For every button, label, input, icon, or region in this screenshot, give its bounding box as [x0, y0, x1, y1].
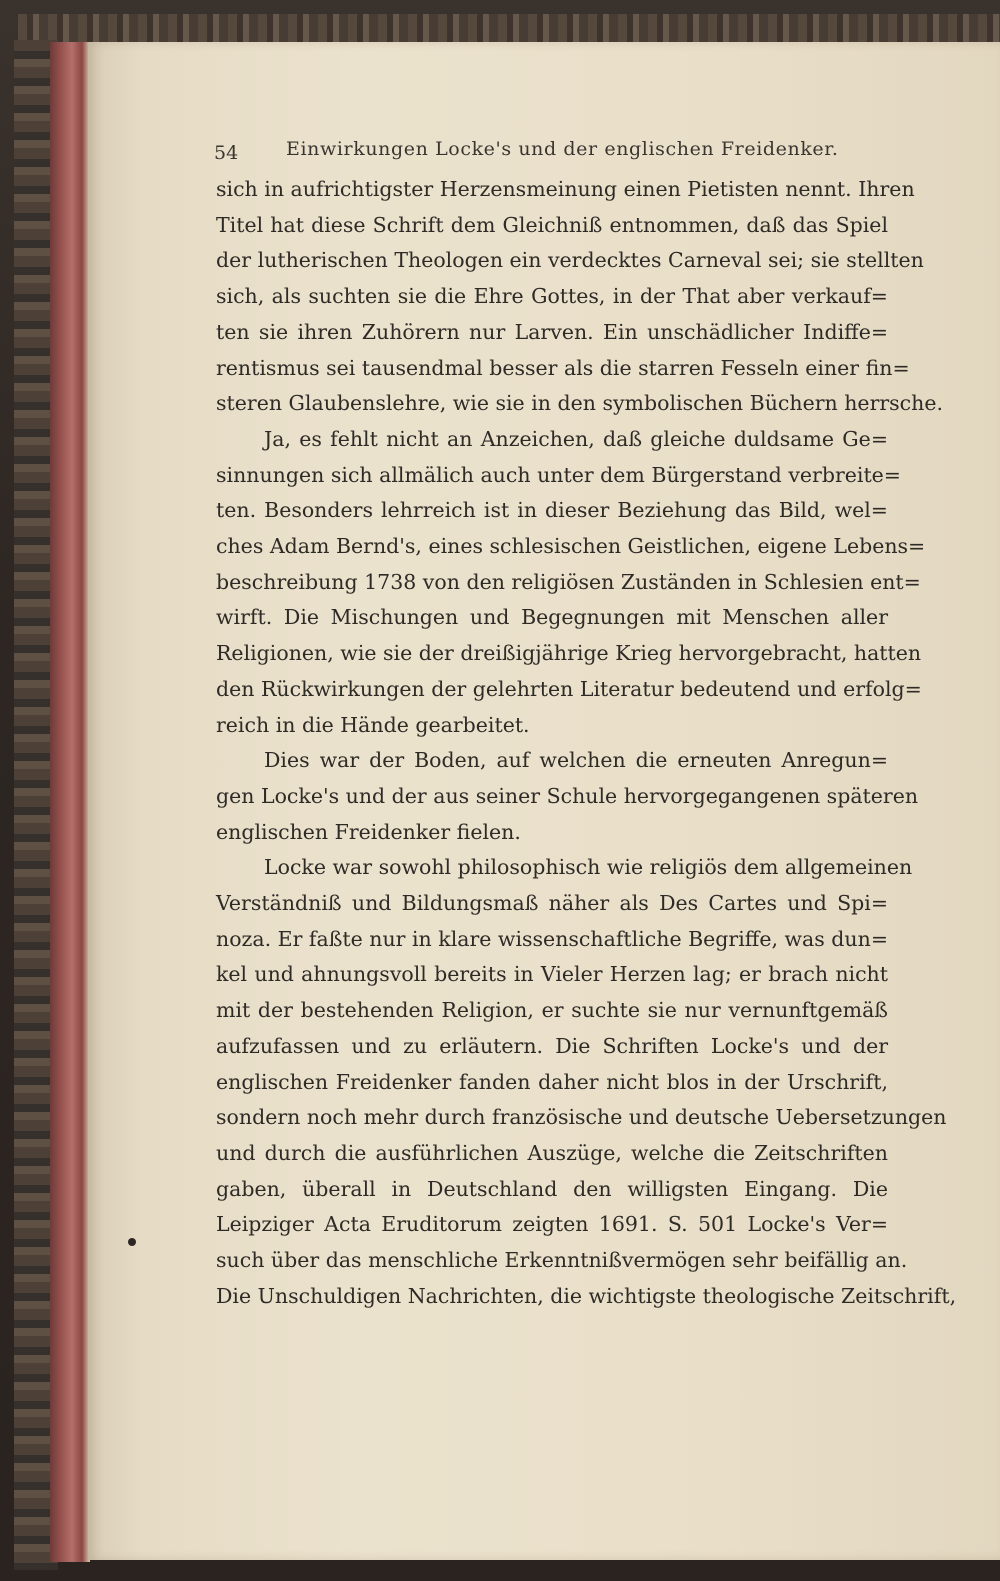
text-line: reich in die Hände gearbeitet.: [216, 712, 530, 737]
text-line: ten. Besonders lehrreich ist in dieser Beziehung das Bild, wel=: [216, 498, 888, 523]
text-line: englischen Freidenker fanden daher nicht blos in der Urschrift,: [216, 1069, 888, 1094]
page-stack-edge: [50, 42, 90, 1562]
text-line: kel und ahnungsvoll bereits in Vieler Herzen lag; er brach nicht: [216, 962, 888, 987]
text-line: englischen Freidenker fielen.: [216, 819, 521, 844]
text-line: noza. Er faßte nur in klare wissenschaftliche Begriffe, was dun=: [216, 926, 889, 951]
text-line: Religionen, wie sie der dreißigjährige Krieg hervorgebracht, hatten: [216, 641, 922, 666]
body-text: [216, 172, 957, 1315]
text-line: der lutherischen Theologen ein verdecktes Carneval sei; sie stellten: [216, 248, 924, 273]
text-line: Ja, es fehlt nicht an Anzeichen, daß gleiche duldsame Ge=: [264, 426, 888, 451]
text-line: sinnungen sich allmälich auch unter dem Bürgerstand verbreite=: [216, 462, 901, 487]
text-line: Titel hat diese Schrift dem Gleichniß entnommen, daß das Spiel: [216, 212, 888, 237]
text-line: Locke war sowohl philosophisch wie religiös dem allgemeinen: [264, 855, 913, 880]
text-line: beschreibung 1738 von den religiösen Zuständen in Schlesien ent=: [216, 569, 921, 594]
text-line: steren Glaubenslehre, wie sie in den symbolischen Büchern herrsche.: [216, 391, 944, 416]
text-line: gen Locke's und der aus seiner Schule hervorgegangenen späteren: [216, 783, 919, 808]
text-line: Leipziger Acta Eruditorum zeigten 1691. S. 501 Locke's Ver=: [216, 1212, 888, 1237]
text-line: den Rückwirkungen der gelehrten Literatur bedeutend und erfolg=: [216, 676, 922, 701]
text-line: Dies war der Boden, auf welchen die erneuten Anregun=: [264, 748, 888, 773]
text-line: such über das menschliche Erkenntnißvermögen sehr beifällig an.: [216, 1248, 908, 1273]
text-line: Die Unschuldigen Nachrichten, die wichtigste theologische Zeitschrift,: [216, 1283, 957, 1308]
text-line: rentismus sei tausendmal besser als die starren Fesseln einer fin=: [216, 355, 910, 380]
text-line: gaben, überall in Deutschland den willigsten Eingang. Die: [216, 1176, 888, 1201]
text-line: sondern noch mehr durch französische und deutsche Uebersetzungen: [216, 1105, 947, 1130]
text-line: Verständniß und Bildungsmaß näher als Des Cartes und Spi=: [216, 891, 888, 916]
text-line: sich in aufrichtigster Herzensmeinung einen Pietisten nennt. Ihren: [216, 177, 915, 201]
text-line: mit der bestehenden Religion, er suchte sie nur vernunftgemäß: [216, 998, 888, 1023]
page-number: 54: [214, 142, 239, 164]
text-line: und durch die ausführlichen Auszüge, welche die Zeitschriften: [216, 1140, 888, 1165]
text-line: ten sie ihren Zuhörern nur Larven. Ein unschädlicher Indiffe=: [216, 319, 888, 344]
text-line: wirft. Die Mischungen und Begegnungen mit Menschen aller: [216, 605, 888, 630]
running-head: Einwirkungen Locke's und der englischen Freidenker.: [286, 138, 839, 160]
ink-mark: [128, 1238, 136, 1246]
text-line: aufzufassen und zu erläutern. Die Schriften Locke's und der: [216, 1033, 888, 1058]
text-line: sich, als suchten sie die Ehre Gottes, in der That aber verkauf=: [216, 284, 888, 309]
text-line: ches Adam Bernd's, eines schlesischen Geistlichen, eigene Lebens=: [216, 534, 926, 559]
